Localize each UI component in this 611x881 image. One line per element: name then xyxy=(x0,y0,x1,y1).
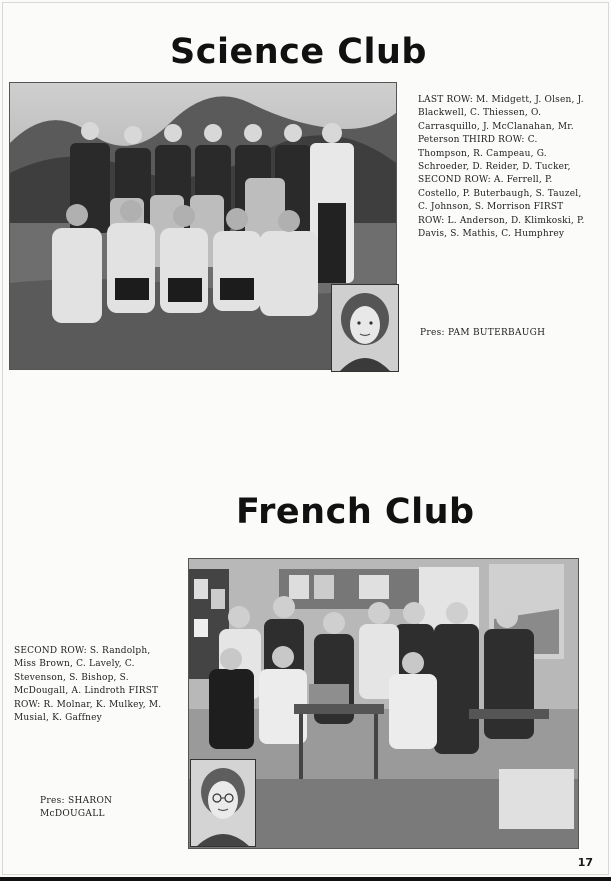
science-club-title: Science Club xyxy=(170,32,427,72)
science-president-portrait xyxy=(331,284,399,372)
french-president-portrait xyxy=(190,759,256,847)
page-number: 17 xyxy=(577,856,593,869)
french-club-member-list: SECOND ROW: S. Randolph, Miss Brown, C. Lavely, C. Stevenson, S. Bishop, S. McDougall, A. Lindroth FIRST ROW: R. Molnar, K. Mulkey, M. Musial, K. Gaffney xyxy=(14,646,162,724)
french-club-title: French Club xyxy=(236,492,475,532)
french-club-president: Pres: SHARON McDOUGALL xyxy=(40,796,113,819)
science-club-member-list: LAST ROW: M. Midgett, J. Olsen, J. Blackwell, C. Thiessen, O. Carrasquillo, J. McClanahan, Mr. Peterson THIRD ROW: C. Thompson, R. Campeau, G. Schroeder, D. Reider, D. Tucker, SECOND ROW: A. Ferrell, P. Costello, P. Buterbaugh, S. Tauzel, C. Johnson, S. Morrison FIRST ROW: L. Anderson, D. Klimkoski, P. Davis, S. Mathis, C. Humphrey xyxy=(418,95,585,240)
bottom-rule xyxy=(0,877,611,881)
science-club-president: Pres: PAM BUTERBAUGH xyxy=(420,328,546,338)
